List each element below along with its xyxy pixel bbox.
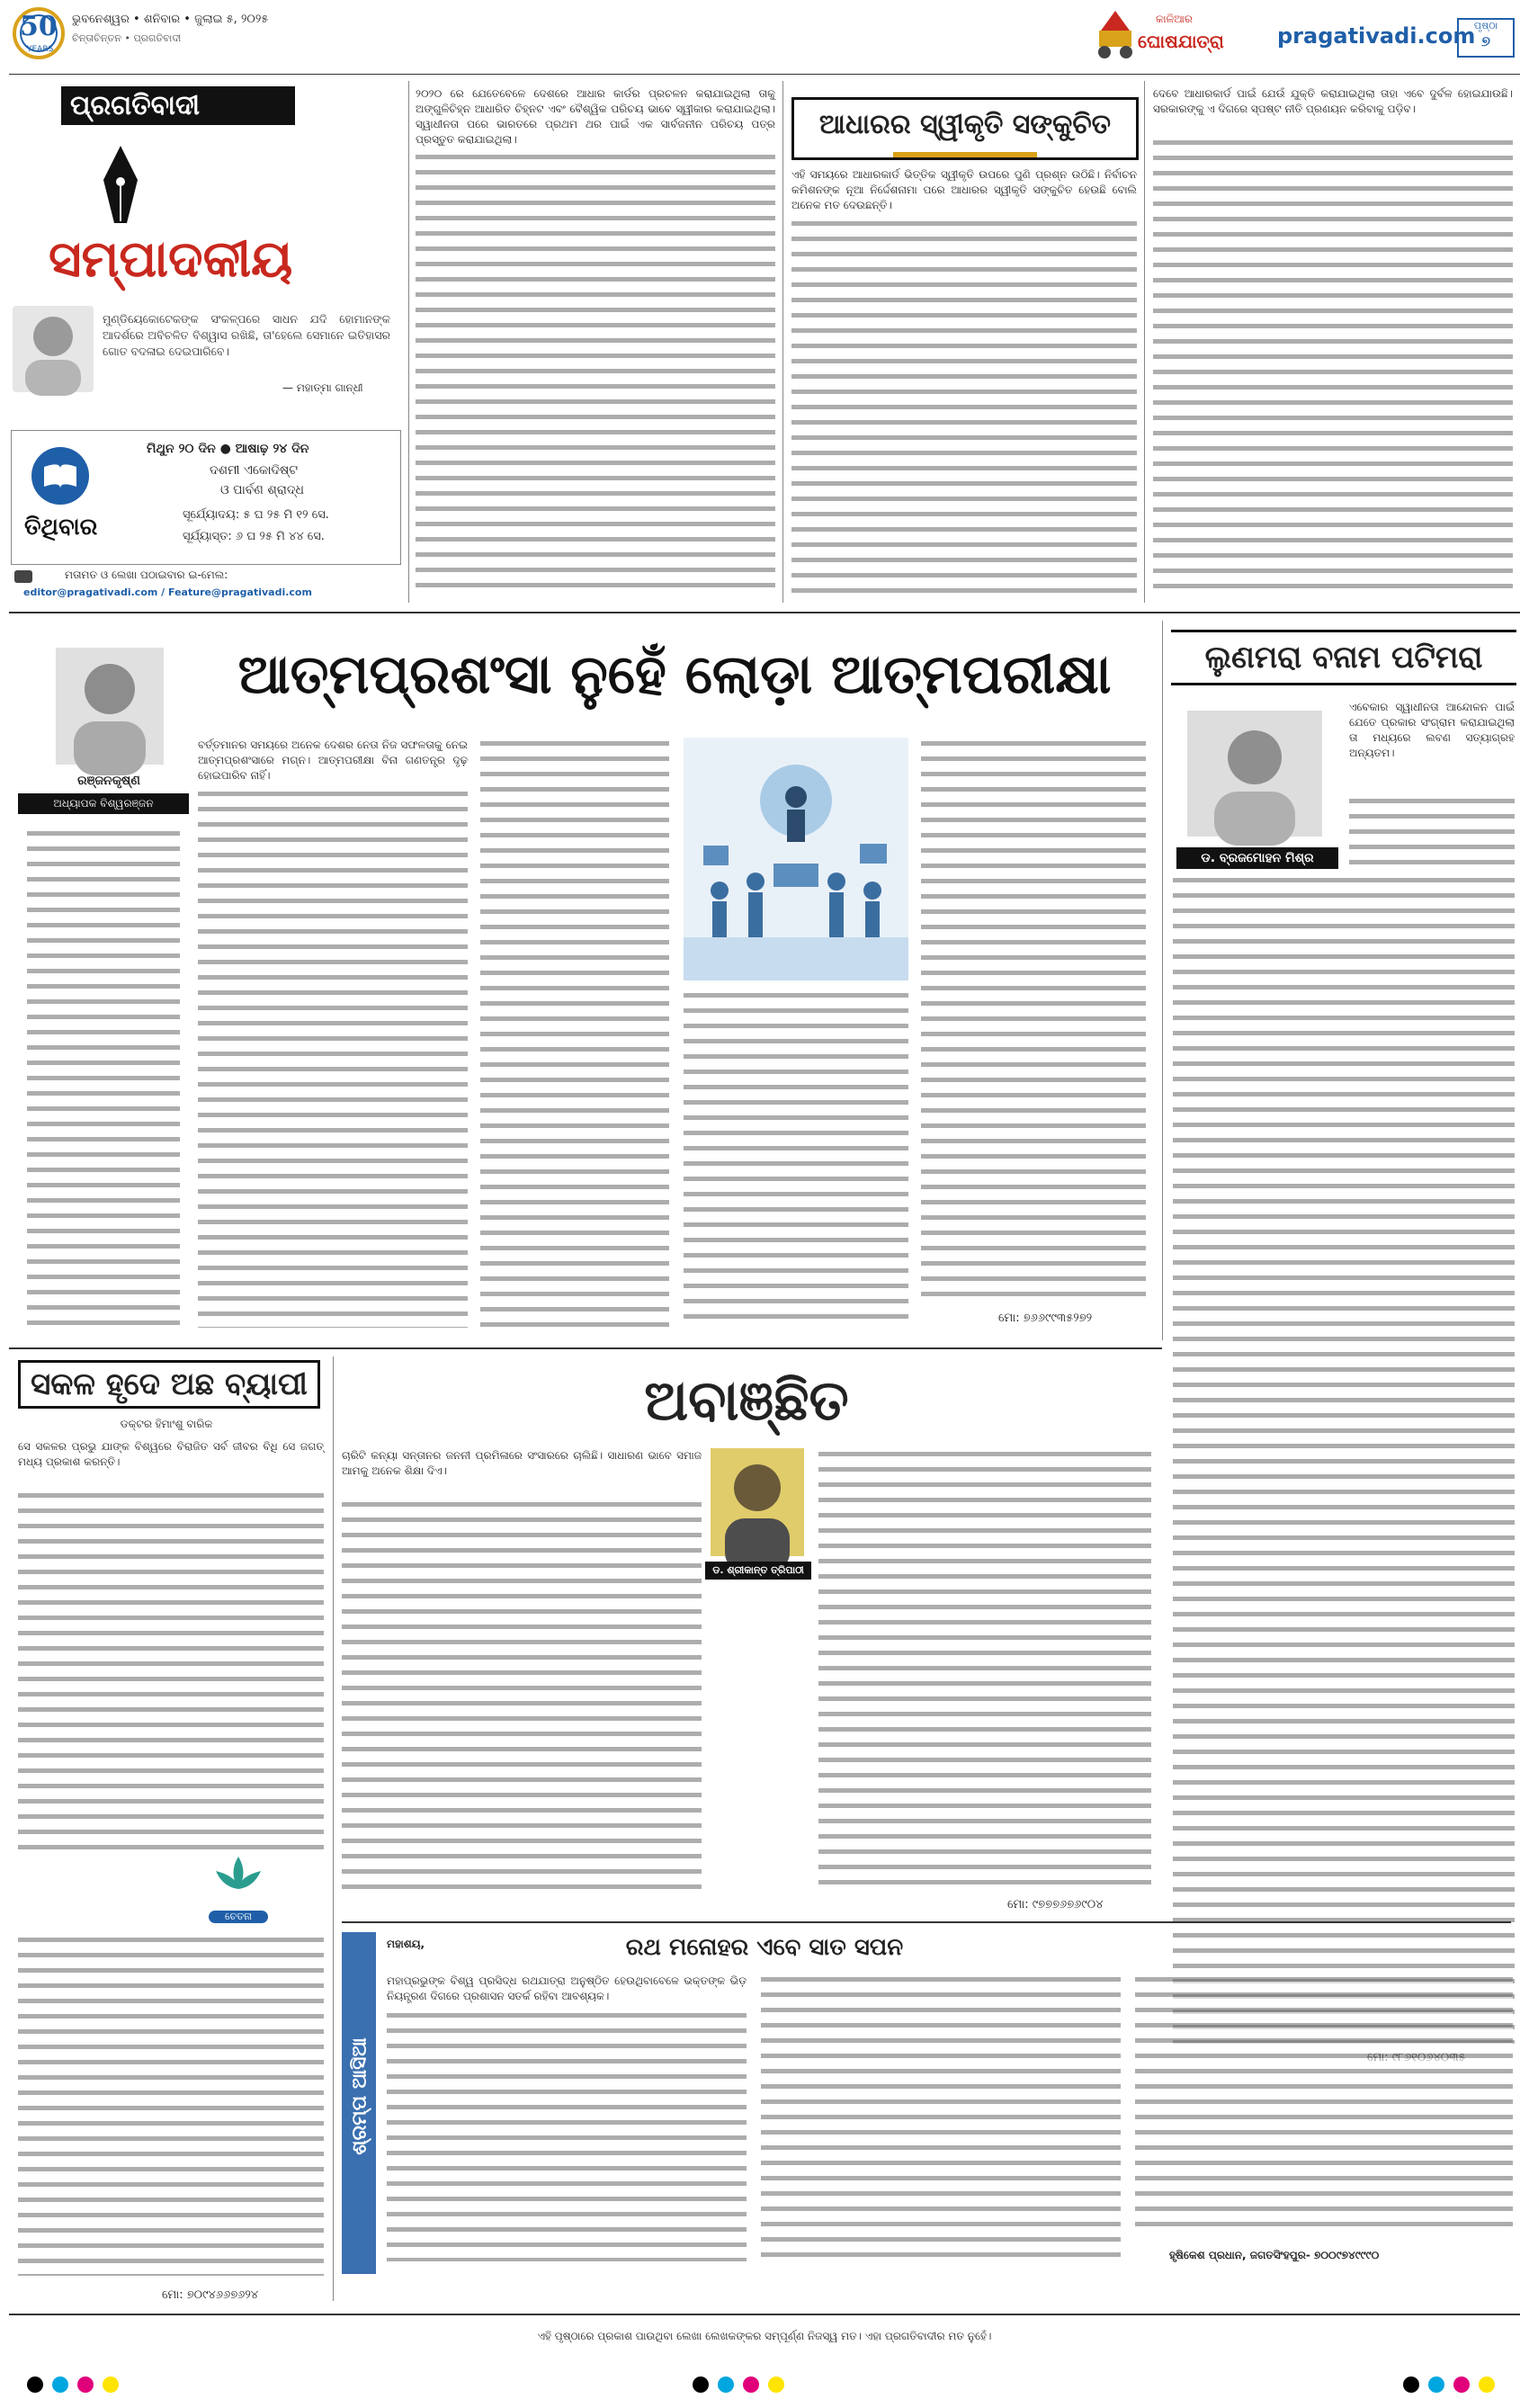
poem-author: ଡକ୍ଟର ହିମାଂଶୁ ବାରିକ [120, 1418, 213, 1430]
abanchhita-phone: ମୋ: ୯୭୭୭୬୭୬୯୦୪ [1007, 1898, 1104, 1911]
section-title: ସମ୍ପାଦକୀୟ [49, 229, 293, 289]
editorial-col2-lead: ଏହି ସମୟରେ ଆଧାରକାର୍ଡ ଭିତ୍ତିକ ସ୍ୱୀକୃତି ଉପରେ ପୁଣି ପ୍ରଶ୍ନ ଉଠିଛି। ନିର୍ବାଚନ କମିଶନଙ୍କ ନୂଆ ନିର୍ଦ୍ଦେଶନାମା ପରେ ଆଧାରର ସ୍ୱୀକୃତି ସଙ୍କୁଚିତ ହେଉଛି ବୋଲି ଅନେକ ମତ ଦେଉଛନ୍ତି। [791, 168, 1137, 211]
main-phone: ମୋ: ୭୬୬୯୯୩୫୨୭୨ [998, 1311, 1093, 1325]
page-number-box [1457, 18, 1515, 58]
anniversary-logo [11, 5, 67, 61]
letters-signature: ହୃଷିକେଶ ପ୍ରଧାନ, ଜଗତସିଂହପୁର- ୭୦୦୯୭୪୯୯୯୦ [1169, 2249, 1380, 2261]
editorial-col3-text [1153, 137, 1513, 597]
event-small: କାଳିଆର [1156, 13, 1193, 25]
reg-yellow [103, 2377, 119, 2393]
right-author-name: ଡ. ବ୍ରଜମୋହନ ମିଶ୍ର [1176, 847, 1338, 869]
reg-yellow [768, 2377, 784, 2393]
poem-phone: ମୋ: ୭୦୯୪୬୬୭୬୨୪ [162, 2288, 259, 2302]
main-body-lead: ବର୍ତ୍ତମାନର ସମୟରେ ଅନେକ ଦେଶର ନେତା ନିଜ ସଫଳତାକୁ ନେଇ ଆତ୍ମପ୍ରଶଂସାରେ ମଗ୍ନ। ଆତ୍ମପରୀକ୍ଷା ବିନା ଗଣତନ୍ତ୍ର ଦୃଢ଼ ହୋଇପାରିବ ନାହିଁ। [198, 739, 468, 782]
masthead-tag: ଚିନ୍ତାଚିନ୍ତନ • ପ୍ରଗତିବାଦୀ [72, 32, 182, 44]
abanchhita-col2-text [818, 1448, 1151, 1889]
date-line: ଭୁବନେଶ୍ୱର • ଶନିବାର • ଜୁଲାଇ ୫, ୨୦୨୫ [72, 13, 269, 26]
letters-col3-text [1135, 1974, 1513, 2234]
reg-cyan [718, 2377, 734, 2393]
tithi-label: ତିଥିବାର [24, 514, 98, 541]
abanchhita-author-photo [711, 1448, 804, 1556]
gandhi-portrait [13, 306, 94, 392]
pointing-hand-icon [14, 570, 32, 583]
tithi-sunset: ସୂର୍ଯ୍ୟାସ୍ତ: ୬ ଘ ୨୫ ମି ୪୪ ସେ. [183, 530, 325, 543]
letters-body-lead: ମହାପ୍ରଭୁଙ୍କ ବିଶ୍ୱ ପ୍ରସିଦ୍ଧ ରଥଯାତ୍ରା ଅନୁଷ୍ଠିତ ହେଉଥିବାବେଳେ ଭକ୍ତଙ୍କ ଭିଡ଼ ନିୟନ୍ତ୍ରଣ ଦିଗରେ ପ୍ରଶାସନ ସତର୍କ ରହିବା ଆବଶ୍ୟକ। [387, 1974, 747, 2002]
right-column-body-lead: ଏବେକାର ସ୍ୱାଧୀନତା ଆନ୍ଦୋଳନ ପାଇଁ ଯେତେ ପ୍ରକାର ସଂଗ୍ରାମ କରାଯାଇଥିଲା ତା ମଧ୍ୟରେ ଲବଣ ସତ୍ୟାଗ୍ରହ ଅନ୍ୟତମ। [1349, 701, 1515, 759]
abanchhita-headline: ଅବାଞ୍ଛିତ [644, 1367, 849, 1433]
reg-magenta [77, 2377, 94, 2393]
main-author-name: ରଞ୍ଜନକୃଷ୍ଣ [77, 774, 140, 788]
col-rule-1 [408, 81, 409, 603]
page-label: ପୃଷ୍ଠା [1473, 20, 1498, 31]
editorial-quote: ମୁଣ୍ଡିୟେକୋଟେକଙ୍କ ସଂକଳ୍ପରେ ସାଧନ ଯଦି ହୋମାନଙ୍କ ଆଦର୍ଶରେ ଅବିଚଳିତ ବିଶ୍ୱାସ ରଖିଛି, ତା'ହେଲେ ସେମାନେ ଇତିହାସର ଗୋତ ବଦଳାଇ ଦେଇପାରିବେ। [103, 312, 394, 358]
reg-black [27, 2377, 43, 2393]
tithi-sunrise: ସୂର୍ଯ୍ୟୋଦୟ: ୫ ଘ ୨୫ ମି ୧୨ ସେ. [183, 508, 329, 522]
editorial-bottom-rule [9, 612, 1520, 613]
reg-cyan [1428, 2377, 1444, 2393]
book-icon [31, 447, 89, 505]
letters-col2-text [761, 1974, 1121, 2261]
letters-headline: ରଥ ମନୋହର ଏବେ ସାତ ସପନ [625, 1934, 904, 1961]
col-rule-3 [1144, 81, 1145, 603]
main-col4-text [921, 738, 1146, 1304]
poem-badge: ଚେତନା [209, 1911, 268, 1923]
main-author-photo [56, 648, 164, 765]
editorial-col2-text [791, 218, 1137, 597]
footer-disclaimer: ଏହି ପୃଷ୍ଠାରେ ପ୍ରକାଶ ପାଉଥିବା ଲେଖା ଲେଖକଙ୍କର ସମ୍ପୂର୍ଣ୍ଣ ନିଜସ୍ୱ ମତ। ଏହା ପ୍ରଗତିବାଦୀର ମତ ନୁହେଁ। [537, 2330, 992, 2342]
rath-icon [1088, 7, 1142, 61]
main-author-title: ଅଧ୍ୟାପକ ବିଶ୍ୱରଞ୍ଜନ [18, 793, 189, 814]
main-col3-text [684, 989, 908, 1328]
fountain-pen-icon [98, 144, 143, 225]
paper-name: ପ୍ରଗତିବାଦୀ [61, 86, 295, 125]
headline-underline [893, 152, 1037, 157]
quote-author: — ମହାତ୍ମା ଗାନ୍ଧୀ [282, 381, 363, 394]
masthead-block [13, 81, 399, 405]
letters-col1-text [387, 2010, 747, 2261]
email-note: ମତାମତ ଓ ଲେଖା ପଠାଇବାର ଇ-ମେଲ: [65, 568, 228, 581]
footer-rule [9, 2314, 1520, 2315]
anniversary-years: YEARS [27, 45, 54, 54]
letters-side-text: ଶ୍ରମ୍ପ ଆସିଆ [348, 2037, 371, 2155]
editorial-col1-text [416, 151, 775, 597]
right-column-text [1173, 874, 1515, 2044]
tithi-line3: ଓ ପାର୍ବଣ ଶ୍ରାଦ୍ଧ [220, 483, 304, 497]
editorial-col1-lead: ୨୦୨୦ ରେ ଯେତେବେଳେ ଦେଶରେ ଆଧାର କାର୍ଡର ପ୍ରଚଳନ କରାଯାଇଥିଲା ତାକୁ ଅଙ୍ଗୁଳିଚିହ୍ନ ଆଧାରିତ ଚିହ୍ନଟ ଏବଂ ବୈଶ୍ୱିକ ପରିଚୟ ଭାବେ ସ୍ୱୀକାର କରାଯାଇଥିଲା। ସ୍ୱାଧୀନତା ପରେ ଭାରତରେ ପ୍ରଥମ ଥର ପାଇଁ ଏକ ସାର୍ବଜନୀନ ପରିଚୟ ପତ୍ର ପ୍ରସ୍ତୁତ କରାଯାଇଥିଲା। [416, 87, 775, 146]
registration-marks-right [1403, 2377, 1495, 2393]
letters-side-label [342, 1932, 376, 2274]
tithi-line2: ଦଶମୀ ଏକୋଦିଷ୍ଟ [210, 463, 299, 478]
right-author-photo [1187, 711, 1322, 837]
reg-cyan [52, 2377, 68, 2393]
email-address[interactable]: editor@pragativadi.com / Feature@pragativadi.com [23, 586, 312, 598]
email-strip [11, 568, 401, 603]
registration-marks-left [27, 2377, 119, 2393]
abanchhita-author: ଡ. ଶ୍ରୀକାନ୍ତ ତ୍ରିପାଠୀ [705, 1562, 811, 1580]
abanchhita-body-lead: ଚାରିଟି କନ୍ୟା ସନ୍ତାନର ଜନନୀ ପ୍ରମିଳାରେ ସଂସାରରେ ଚାଲିଛି। ସାଧାରଣ ଭାବେ ସମାଜ ଆମକୁ ଅନେକ ଶିକ୍ଷା ଦିଏ। [342, 1449, 702, 1477]
main-col1-text [198, 788, 468, 1328]
col-rule-2 [782, 81, 783, 603]
editorial-col3-lead: ଦେବେ ଆଧାରକାର୍ଡ ପାଇଁ ଯେଉଁ ଯୁକ୍ତି କରାଯାଇଥିଲା ତାହା ଏବେ ଦୁର୍ବଳ ହୋଇଯାଉଛି। ସରକାରଙ୍କୁ ଏ ଦିଗରେ ସ୍ପଷ୍ଟ ନୀତି ପ୍ରଣୟନ କରିବାକୁ ପଡ଼ିବ। [1153, 87, 1513, 115]
letters-top-rule [342, 1921, 1511, 1923]
reg-magenta [1453, 2377, 1470, 2393]
editorial-headline: ଆଧାରର ସ୍ୱୀକୃତି ସଙ୍କୁଚିତ [818, 109, 1112, 140]
reg-black [1403, 2377, 1419, 2393]
registration-marks-center [693, 2377, 784, 2393]
main-headline: ଆତ୍ମପ୍ରଶଂସା ନୁହେଁ ଲୋଡ଼ା ଆତ୍ମପରୀକ୍ଷା [237, 643, 1112, 706]
anniversary-number: 50 [20, 11, 58, 42]
crowd-illustration-icon [684, 738, 908, 980]
tithi-line1: ମିଥୁନ ୨୦ ଦିନ ● ଆଷାଢ଼ ୨୪ ଦିନ [147, 442, 309, 456]
main-left-column-text [27, 828, 180, 1331]
abanchhita-col1-text [342, 1499, 702, 1889]
main-right-rule [1162, 621, 1163, 1340]
page-number: ୭ [1481, 32, 1490, 49]
poem-rule [333, 1356, 334, 2301]
reg-yellow [1479, 2377, 1495, 2393]
reg-black [693, 2377, 709, 2393]
right-column-text-top [1349, 795, 1515, 867]
poem-body-lead: ସେ ସକଳର ପ୍ରଭୁ ଯାଙ୍କ ବିଶ୍ୱରେ ବିରାଜିତ ସର୍ବ ଜୀବର ବିଧି ସେ ଜଗତ୍‌ ମଧ୍ୟ ପ୍ରକାଶ କରନ୍ତି। [18, 1440, 324, 1468]
reg-magenta [743, 2377, 759, 2393]
tithi-box [11, 430, 401, 565]
main-col2-text [480, 738, 669, 1328]
header-rule [9, 74, 1520, 75]
right-column-headline: ଲୁଣମରା ବନାମ ପଟିମରା [1171, 630, 1516, 685]
poem-text-bottom [18, 1934, 324, 2276]
poem-headline: ସକଳ ହୃଦେ ଅଛ ବ୍ୟାପୀ [18, 1360, 320, 1409]
site-name[interactable]: pragativadi.com [1277, 23, 1476, 49]
lotus-icon [207, 1853, 270, 1907]
mid-rule [9, 1347, 1162, 1349]
letters-salutation: ମହାଶୟ, [387, 1938, 425, 1950]
editorial-headline-box [791, 97, 1139, 160]
event-big: ଘୋଷଯାତ୍ରା [1138, 31, 1224, 52]
poem-text-top [18, 1490, 324, 1849]
